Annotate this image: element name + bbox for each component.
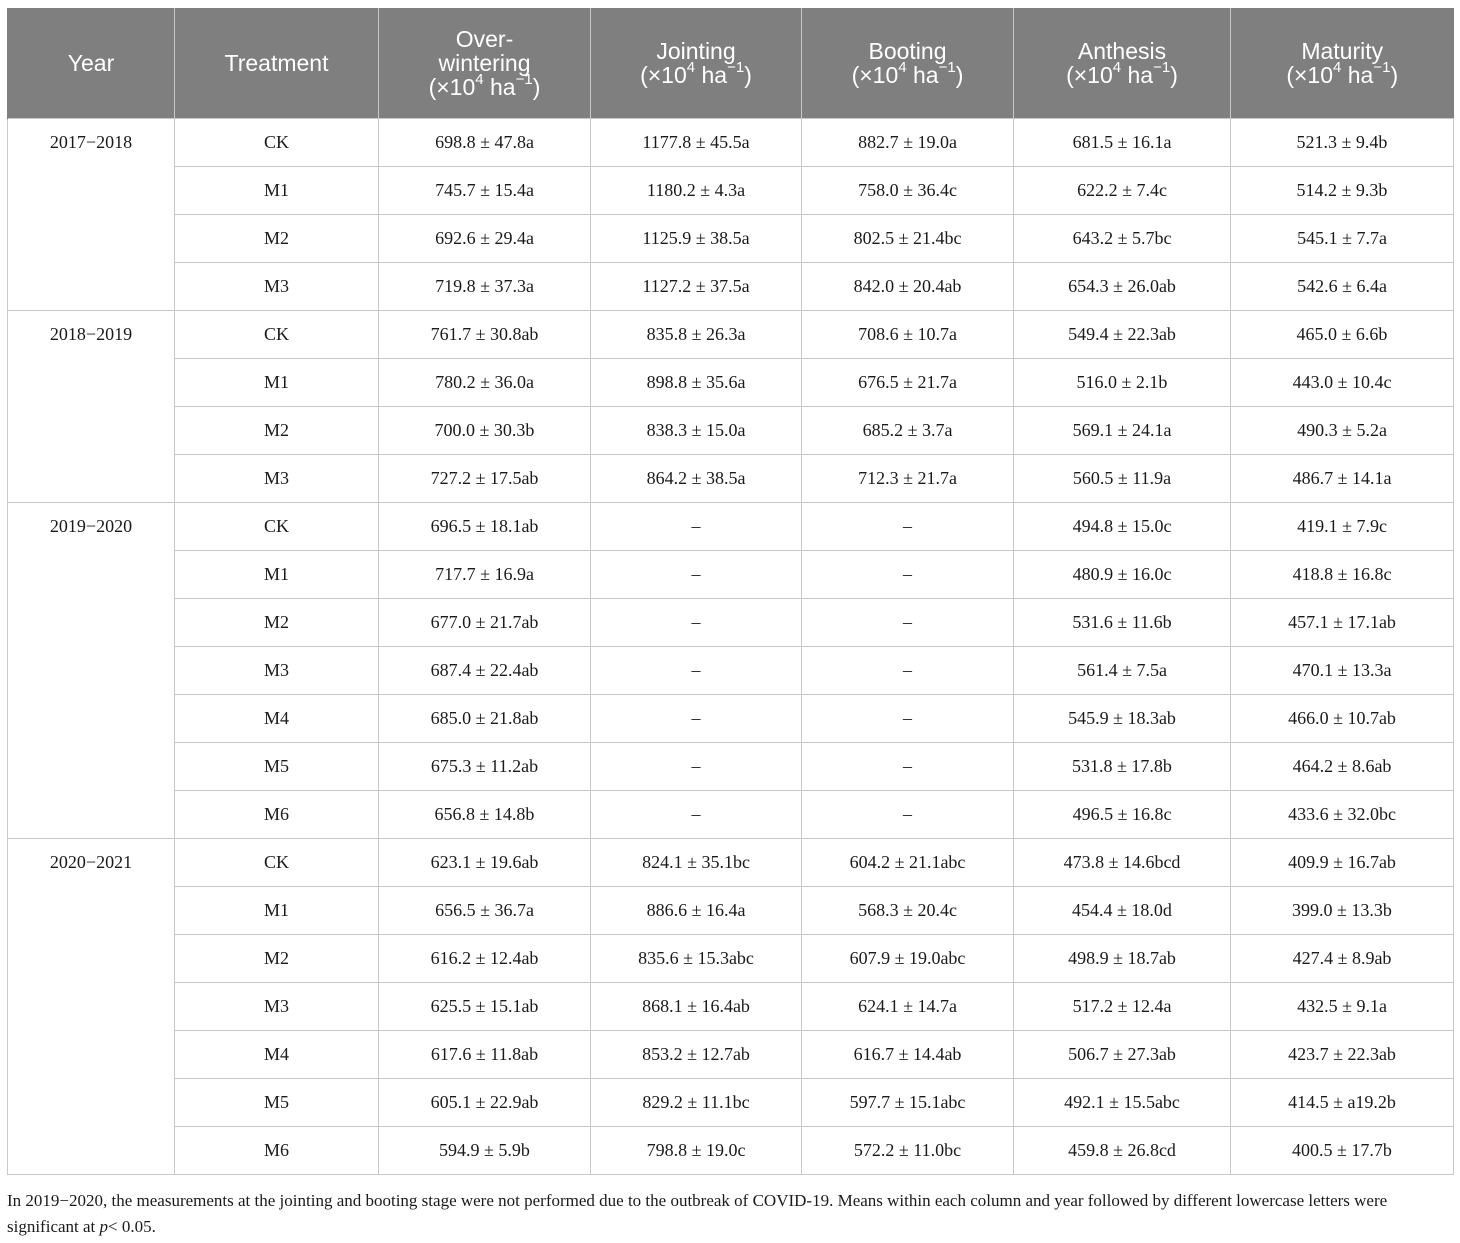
maturity-cell: 409.9 ± 16.7ab: [1231, 839, 1454, 887]
anthesis-cell: 516.0 ± 2.1b: [1014, 359, 1231, 407]
jointing-cell: 898.8 ± 35.6a: [591, 359, 802, 407]
booting-cell: 568.3 ± 20.4c: [802, 887, 1014, 935]
header-booting-label: Booting: [868, 38, 947, 64]
jointing-cell: 886.6 ± 16.4a: [591, 887, 802, 935]
table-row: [8, 695, 1454, 743]
anthesis-cell: 473.8 ± 14.6bcd: [1014, 839, 1231, 887]
anthesis-cell: 492.1 ± 15.5abc: [1014, 1079, 1231, 1127]
table-row: [8, 263, 1454, 311]
treatment-cell: M6: [175, 791, 379, 839]
booting-cell: 708.6 ± 10.7a: [802, 311, 1014, 359]
overwintering-cell: 745.7 ± 15.4a: [379, 167, 591, 215]
jointing-cell: 798.8 ± 19.0c: [591, 1127, 802, 1175]
anthesis-cell: 545.9 ± 18.3ab: [1014, 695, 1231, 743]
maturity-cell: 443.0 ± 10.4c: [1231, 359, 1454, 407]
jointing-cell: 1177.8 ± 45.5a: [591, 119, 802, 167]
year-cell: 2020−2021: [8, 839, 175, 1175]
table-row: [8, 1031, 1454, 1079]
treatment-cell: M5: [175, 1079, 379, 1127]
overwintering-cell: 717.7 ± 16.9a: [379, 551, 591, 599]
table-row: [8, 551, 1454, 599]
header-maturity-unit: ($\times 10^4$ $ha^{-1}$): [1286, 59, 1399, 88]
maturity-cell: 457.1 ± 17.1ab: [1231, 599, 1454, 647]
anthesis-cell: 498.9 ± 18.7ab: [1014, 935, 1231, 983]
overwintering-cell: 698.8 ± 47.8a: [379, 119, 591, 167]
maturity-cell: 414.5 ± a19.2b: [1231, 1079, 1454, 1127]
treatment-cell: M2: [175, 407, 379, 455]
table-body: [8, 119, 1454, 1175]
header-overwintering-line1: Over-: [455, 26, 514, 52]
header-anthesis: [1014, 8, 1231, 119]
jointing-cell: 1127.2 ± 37.5a: [591, 263, 802, 311]
booting-cell: 597.7 ± 15.1abc: [802, 1079, 1014, 1127]
anthesis-cell: 454.4 ± 18.0d: [1014, 887, 1231, 935]
treatment-cell: CK: [175, 503, 379, 551]
jointing-cell: 868.1 ± 16.4ab: [591, 983, 802, 1031]
data-table-container: [7, 8, 1453, 1175]
maturity-cell: 464.2 ± 8.6ab: [1231, 743, 1454, 791]
anthesis-cell: 569.1 ± 24.1a: [1014, 407, 1231, 455]
table-row: [8, 983, 1454, 1031]
overwintering-cell: 685.0 ± 21.8ab: [379, 695, 591, 743]
table-row: [8, 167, 1454, 215]
table-row: [8, 935, 1454, 983]
maturity-cell: 542.6 ± 6.4a: [1231, 263, 1454, 311]
booting-cell: 712.3 ± 21.7a: [802, 455, 1014, 503]
maturity-cell: 419.1 ± 7.9c: [1231, 503, 1454, 551]
overwintering-cell: 656.8 ± 14.8b: [379, 791, 591, 839]
maturity-cell: 400.5 ± 17.7b: [1231, 1127, 1454, 1175]
year-cell: 2017−2018: [8, 119, 175, 311]
booting-cell: –: [802, 599, 1014, 647]
header-jointing-label: Jointing: [656, 38, 736, 64]
overwintering-cell: 594.9 ± 5.9b: [379, 1127, 591, 1175]
treatment-cell: CK: [175, 839, 379, 887]
booting-cell: 616.7 ± 14.4ab: [802, 1031, 1014, 1079]
maturity-cell: 432.5 ± 9.1a: [1231, 983, 1454, 1031]
year-cell: 2019−2020: [8, 503, 175, 839]
overwintering-cell: 692.6 ± 29.4a: [379, 215, 591, 263]
header-overwintering-line2: wintering: [438, 50, 531, 76]
overwintering-cell: 625.5 ± 15.1ab: [379, 983, 591, 1031]
treatment-cell: M1: [175, 551, 379, 599]
header-maturity: [1231, 8, 1454, 119]
treatment-cell: M4: [175, 695, 379, 743]
jointing-cell: –: [591, 791, 802, 839]
treatment-cell: M3: [175, 983, 379, 1031]
table-row: [8, 359, 1454, 407]
overwintering-cell: 605.1 ± 22.9ab: [379, 1079, 591, 1127]
jointing-cell: –: [591, 599, 802, 647]
maturity-cell: 514.2 ± 9.3b: [1231, 167, 1454, 215]
anthesis-cell: 561.4 ± 7.5a: [1014, 647, 1231, 695]
footnote-p-symbol: p: [99, 1217, 109, 1236]
table-footnote: [7, 1188, 1457, 1240]
booting-cell: 685.2 ± 3.7a: [802, 407, 1014, 455]
header-row: [8, 8, 1454, 119]
jointing-cell: 824.1 ± 35.1bc: [591, 839, 802, 887]
table-row: [8, 119, 1454, 167]
overwintering-cell: 696.5 ± 18.1ab: [379, 503, 591, 551]
treatment-cell: M2: [175, 935, 379, 983]
overwintering-cell: 700.0 ± 30.3b: [379, 407, 591, 455]
header-jointing-unit: ($\times 10^4$ $ha^{-1}$): [640, 59, 752, 88]
anthesis-cell: 531.8 ± 17.8b: [1014, 743, 1231, 791]
jointing-cell: 835.8 ± 26.3a: [591, 311, 802, 359]
header-year: Year: [8, 8, 175, 119]
header-anthesis-unit: ($\times 10^4$ $ha^{-1}$): [1066, 59, 1178, 88]
overwintering-cell: 616.2 ± 12.4ab: [379, 935, 591, 983]
treatment-cell: CK: [175, 119, 379, 167]
maturity-cell: 465.0 ± 6.6b: [1231, 311, 1454, 359]
booting-cell: 676.5 ± 21.7a: [802, 359, 1014, 407]
tiller-density-table: [7, 8, 1454, 1175]
maturity-cell: 423.7 ± 22.3ab: [1231, 1031, 1454, 1079]
header-overwintering: [379, 8, 591, 119]
header-treatment: Treatment: [175, 8, 379, 119]
maturity-cell: 433.6 ± 32.0bc: [1231, 791, 1454, 839]
table-row: [8, 311, 1454, 359]
treatment-cell: M6: [175, 1127, 379, 1175]
treatment-cell: CK: [175, 311, 379, 359]
jointing-cell: 1180.2 ± 4.3a: [591, 167, 802, 215]
table-row: [8, 599, 1454, 647]
header-maturity-label: Maturity: [1301, 38, 1384, 64]
jointing-cell: 853.2 ± 12.7ab: [591, 1031, 802, 1079]
table-row: [8, 647, 1454, 695]
header-booting: [802, 8, 1014, 119]
table-row: [8, 887, 1454, 935]
treatment-cell: M3: [175, 647, 379, 695]
anthesis-cell: 494.8 ± 15.0c: [1014, 503, 1231, 551]
table-row: [8, 1127, 1454, 1175]
maturity-cell: 486.7 ± 14.1a: [1231, 455, 1454, 503]
table-row: [8, 215, 1454, 263]
anthesis-cell: 480.9 ± 16.0c: [1014, 551, 1231, 599]
anthesis-cell: 654.3 ± 26.0ab: [1014, 263, 1231, 311]
booting-cell: –: [802, 791, 1014, 839]
header-jointing: [591, 8, 802, 119]
maturity-cell: 466.0 ± 10.7ab: [1231, 695, 1454, 743]
booting-cell: –: [802, 647, 1014, 695]
anthesis-cell: 459.8 ± 26.8cd: [1014, 1127, 1231, 1175]
treatment-cell: M1: [175, 887, 379, 935]
maturity-cell: 490.3 ± 5.2a: [1231, 407, 1454, 455]
anthesis-cell: 531.6 ± 11.6b: [1014, 599, 1231, 647]
anthesis-cell: 560.5 ± 11.9a: [1014, 455, 1231, 503]
jointing-cell: –: [591, 551, 802, 599]
treatment-cell: M2: [175, 215, 379, 263]
jointing-cell: –: [591, 647, 802, 695]
anthesis-cell: 622.2 ± 7.4c: [1014, 167, 1231, 215]
treatment-cell: M1: [175, 359, 379, 407]
booting-cell: 624.1 ± 14.7a: [802, 983, 1014, 1031]
table-row: [8, 1079, 1454, 1127]
booting-cell: 604.2 ± 21.1abc: [802, 839, 1014, 887]
footnote-suffix: < 0.05.: [108, 1217, 156, 1236]
booting-cell: 607.9 ± 19.0abc: [802, 935, 1014, 983]
overwintering-cell: 727.2 ± 17.5ab: [379, 455, 591, 503]
overwintering-cell: 761.7 ± 30.8ab: [379, 311, 591, 359]
anthesis-cell: 643.2 ± 5.7bc: [1014, 215, 1231, 263]
header-booting-unit: ($\times 10^4$ $ha^{-1}$): [851, 59, 964, 88]
treatment-cell: M2: [175, 599, 379, 647]
jointing-cell: 1125.9 ± 38.5a: [591, 215, 802, 263]
booting-cell: 802.5 ± 21.4bc: [802, 215, 1014, 263]
overwintering-cell: 656.5 ± 36.7a: [379, 887, 591, 935]
overwintering-cell: 617.6 ± 11.8ab: [379, 1031, 591, 1079]
table-row: [8, 503, 1454, 551]
table-row: [8, 839, 1454, 887]
overwintering-cell: 687.4 ± 22.4ab: [379, 647, 591, 695]
booting-cell: 842.0 ± 20.4ab: [802, 263, 1014, 311]
maturity-cell: 470.1 ± 13.3a: [1231, 647, 1454, 695]
booting-cell: –: [802, 743, 1014, 791]
anthesis-cell: 506.7 ± 27.3ab: [1014, 1031, 1231, 1079]
anthesis-cell: 549.4 ± 22.3ab: [1014, 311, 1231, 359]
footnote-text: In 2019−2020, the measurements at the jointing and booting stage were not performed due to the outbreak of COVID-19. Means within each column and year followed by different lowercase letters were significant at: [7, 1191, 1388, 1236]
overwintering-cell: 675.3 ± 11.2ab: [379, 743, 591, 791]
treatment-cell: M4: [175, 1031, 379, 1079]
jointing-cell: –: [591, 695, 802, 743]
year-cell: 2018−2019: [8, 311, 175, 503]
jointing-cell: 835.6 ± 15.3abc: [591, 935, 802, 983]
treatment-cell: M1: [175, 167, 379, 215]
booting-cell: 572.2 ± 11.0bc: [802, 1127, 1014, 1175]
table-row: [8, 791, 1454, 839]
jointing-cell: 864.2 ± 38.5a: [591, 455, 802, 503]
treatment-cell: M3: [175, 455, 379, 503]
booting-cell: –: [802, 695, 1014, 743]
jointing-cell: –: [591, 503, 802, 551]
maturity-cell: 418.8 ± 16.8c: [1231, 551, 1454, 599]
jointing-cell: 838.3 ± 15.0a: [591, 407, 802, 455]
table-row: [8, 743, 1454, 791]
maturity-cell: 545.1 ± 7.7a: [1231, 215, 1454, 263]
header-overwintering-unit: ($\times 10^4$ $ha^{-1}$): [428, 71, 541, 100]
jointing-cell: 829.2 ± 11.1bc: [591, 1079, 802, 1127]
booting-cell: –: [802, 551, 1014, 599]
jointing-cell: –: [591, 743, 802, 791]
booting-cell: –: [802, 503, 1014, 551]
booting-cell: 882.7 ± 19.0a: [802, 119, 1014, 167]
table-header: [8, 8, 1454, 119]
header-anthesis-label: Anthesis: [1077, 38, 1167, 64]
overwintering-cell: 677.0 ± 21.7ab: [379, 599, 591, 647]
overwintering-cell: 780.2 ± 36.0a: [379, 359, 591, 407]
treatment-cell: M3: [175, 263, 379, 311]
anthesis-cell: 496.5 ± 16.8c: [1014, 791, 1231, 839]
anthesis-cell: 681.5 ± 16.1a: [1014, 119, 1231, 167]
overwintering-cell: 623.1 ± 19.6ab: [379, 839, 591, 887]
treatment-cell: M5: [175, 743, 379, 791]
table-row: [8, 407, 1454, 455]
maturity-cell: 399.0 ± 13.3b: [1231, 887, 1454, 935]
maturity-cell: 521.3 ± 9.4b: [1231, 119, 1454, 167]
table-row: [8, 455, 1454, 503]
overwintering-cell: 719.8 ± 37.3a: [379, 263, 591, 311]
booting-cell: 758.0 ± 36.4c: [802, 167, 1014, 215]
maturity-cell: 427.4 ± 8.9ab: [1231, 935, 1454, 983]
anthesis-cell: 517.2 ± 12.4a: [1014, 983, 1231, 1031]
